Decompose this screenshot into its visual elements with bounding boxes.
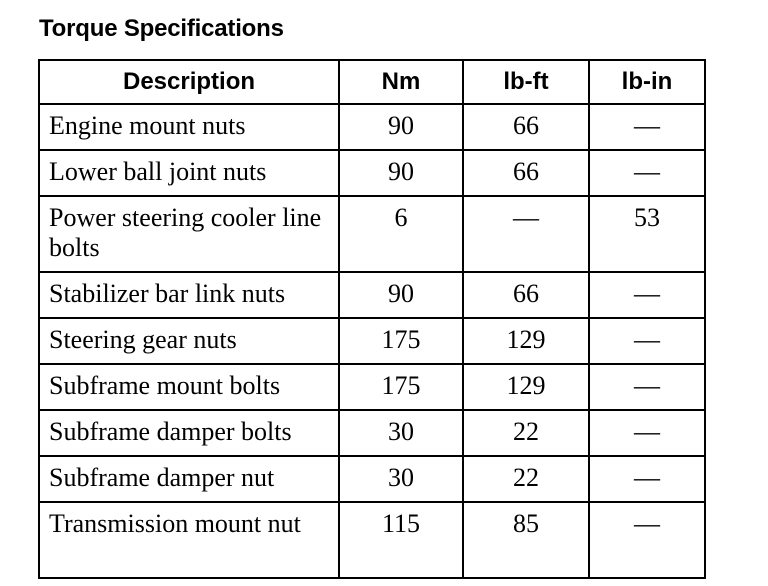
cell-nm: 90 xyxy=(339,150,463,196)
table-row xyxy=(39,272,705,318)
column-header-description: Description xyxy=(39,60,339,104)
cell-lbin: — xyxy=(589,456,705,502)
cell-lbin: 53 xyxy=(589,196,705,272)
cell-nm: 30 xyxy=(339,410,463,456)
cell-nm: 175 xyxy=(339,318,463,364)
cell-description: Subframe damper bolts xyxy=(39,410,339,456)
table-row xyxy=(39,502,705,578)
cell-nm: 6 xyxy=(339,196,463,272)
table-row xyxy=(39,410,705,456)
cell-description: Stabilizer bar link nuts xyxy=(39,272,339,318)
cell-lbft: 66 xyxy=(463,150,589,196)
cell-lbin: — xyxy=(589,364,705,410)
cell-lbft: 66 xyxy=(463,104,589,150)
cell-description: Transmission mount nut xyxy=(39,502,339,578)
page-title: Torque Specifications xyxy=(39,15,284,42)
cell-description: Steering gear nuts xyxy=(39,318,339,364)
table-row xyxy=(39,364,705,410)
cell-description: Lower ball joint nuts xyxy=(39,150,339,196)
cell-lbft: 129 xyxy=(463,364,589,410)
cell-nm: 115 xyxy=(339,502,463,578)
cell-lbin: — xyxy=(589,410,705,456)
cell-lbin: — xyxy=(589,150,705,196)
cell-description: Engine mount nuts xyxy=(39,104,339,150)
cell-lbft: 22 xyxy=(463,456,589,502)
cell-nm: 175 xyxy=(339,364,463,410)
table-row xyxy=(39,196,705,272)
table-row xyxy=(39,104,705,150)
torque-spec-table xyxy=(38,59,706,579)
table-row xyxy=(39,318,705,364)
cell-nm: 90 xyxy=(339,272,463,318)
cell-lbft: 66 xyxy=(463,272,589,318)
cell-lbin: — xyxy=(589,104,705,150)
cell-description: Subframe damper nut xyxy=(39,456,339,502)
cell-description: Power steering cooler line bolts xyxy=(39,196,339,272)
cell-lbft: 85 xyxy=(463,502,589,578)
cell-lbin: — xyxy=(589,318,705,364)
column-header-lbft: lb-ft xyxy=(463,60,589,104)
column-header-nm: Nm xyxy=(339,60,463,104)
table-row xyxy=(39,456,705,502)
cell-description: Subframe mount bolts xyxy=(39,364,339,410)
cell-nm: 90 xyxy=(339,104,463,150)
cell-lbin: — xyxy=(589,502,705,578)
table-header-row xyxy=(39,60,705,104)
column-header-lbin: lb-in xyxy=(589,60,705,104)
cell-lbft: 22 xyxy=(463,410,589,456)
table-row xyxy=(39,150,705,196)
cell-lbft: 129 xyxy=(463,318,589,364)
cell-lbft: — xyxy=(463,196,589,272)
cell-lbin: — xyxy=(589,272,705,318)
cell-nm: 30 xyxy=(339,456,463,502)
